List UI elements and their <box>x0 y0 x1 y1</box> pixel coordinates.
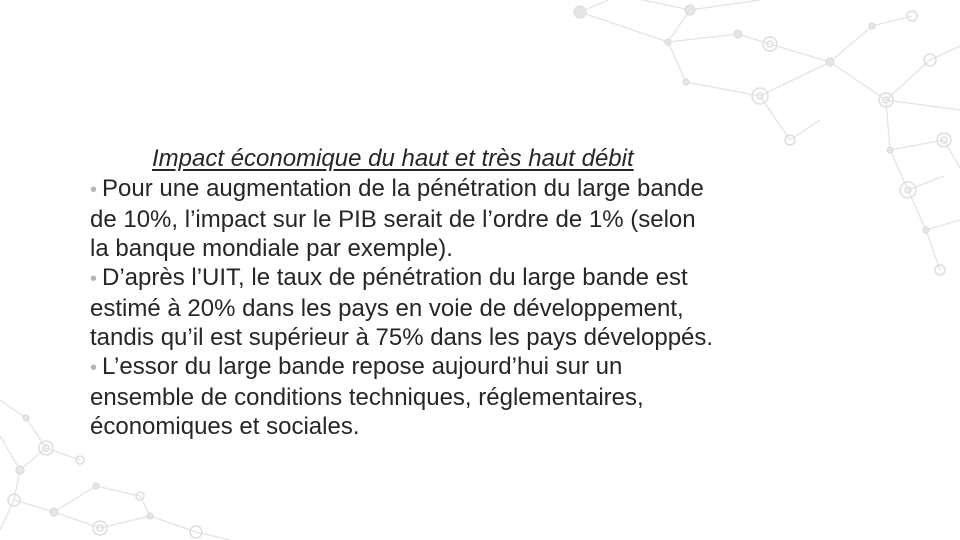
bullet-line: tandis qu’il est supérieur à 75% dans les pays développés. <box>90 324 714 351</box>
slide-title: Impact économique du haut et très haut débit <box>152 145 634 172</box>
bullet-line: ensemble de conditions techniques, réglementaires, <box>90 384 644 411</box>
bullet-line: D’après l’UIT, le taux de pénétration du large bande est <box>102 264 688 291</box>
bullet-dot-icon: • <box>90 268 98 290</box>
bullet-dot-icon: • <box>90 179 98 201</box>
bullet-item <box>90 174 890 263</box>
bullet-line: Pour une augmentation de la pénétration du large bande <box>102 175 704 202</box>
bullet-line: la banque mondiale par exemple). <box>90 235 453 262</box>
bullet-dot-icon: • <box>90 357 98 379</box>
bullet-line: L’essor du large bande repose aujourd’hui sur un <box>102 353 623 380</box>
bullet-line: économiques et sociales. <box>90 413 360 440</box>
bullet-item <box>90 352 890 441</box>
bullet-line: de 10%, l’impact sur le PIB serait de l’ordre de 1% (selon <box>90 206 696 233</box>
slide-content <box>90 144 890 441</box>
bullet-line: estimé à 20% dans les pays en voie de développement, <box>90 295 684 322</box>
bullet-item <box>90 263 890 352</box>
bullet-list <box>90 174 890 441</box>
